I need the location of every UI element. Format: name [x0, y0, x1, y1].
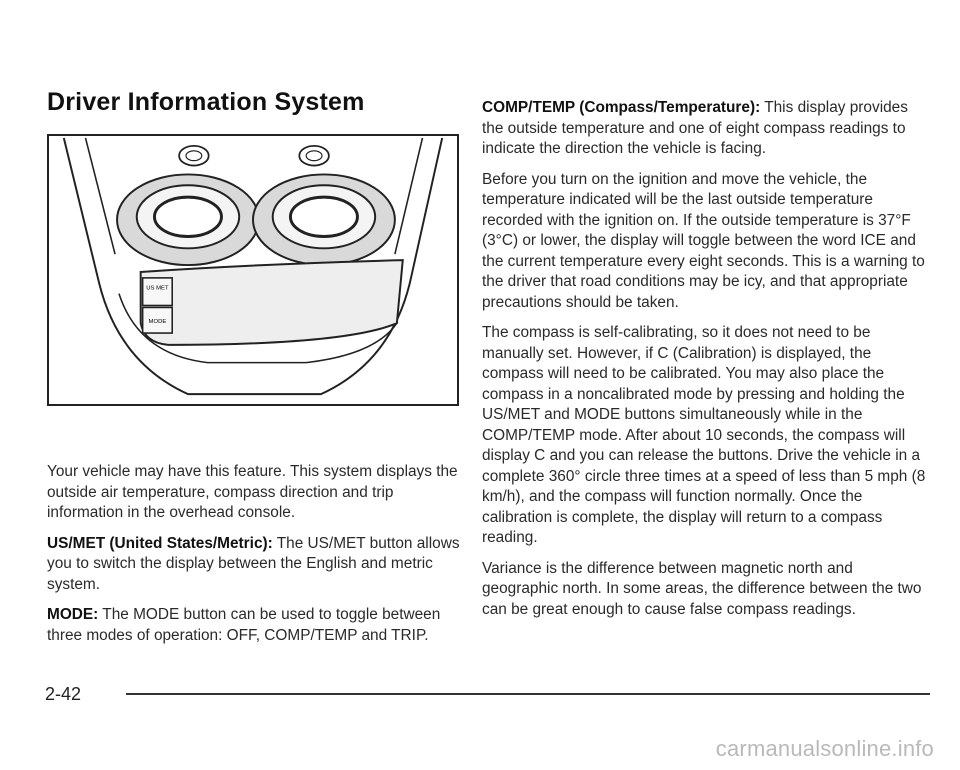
watermark-text: carmanualsonline.info [715, 736, 934, 761]
usmet-text: The US/MET button allows you to switch the display between the English and metric system. [47, 534, 460, 593]
display-panel [141, 260, 403, 345]
right-dome-lamp-icon [299, 146, 329, 166]
mode-button-label: MODE [148, 319, 167, 326]
usmet-heading: US/MET (United States/Metric): [47, 534, 273, 552]
intro-paragraph: Your vehicle may have this feature. This system displays the outside air temperature, compass direction and trip information in the overhead console. [47, 463, 458, 521]
left-column-body [47, 462, 467, 656]
overhead-console-illustration [47, 134, 459, 406]
console-edge-left [86, 138, 116, 254]
ignition-paragraph: Before you turn on the ignition and move the vehicle, the temperature indicated will be the last outside temperature recorded with the ignition on. If the outside temperature is 37°F (3°C) or lower, the display will toggle between the word ICE and the current temperature every eight seconds. This is a warning to the driver that road conditions may be icy, and that appropriate precautions should be taken. [482, 170, 925, 311]
section-title: Driver Information System [47, 88, 365, 116]
right-reading-lamp-icon [253, 174, 395, 265]
mode-paragraph [47, 605, 467, 646]
left-dome-lamp-icon [179, 146, 209, 166]
left-reading-lamp-icon [117, 174, 259, 265]
mode-text: The MODE button can be used to toggle between three modes of operation: OFF, COMP/TEMP and TRIP. [47, 606, 441, 644]
right-column-body [482, 98, 930, 630]
comptemp-heading: COMP/TEMP (Compass/Temperature): [482, 99, 761, 116]
console-drawing [49, 136, 457, 404]
page-number: 2-42 [45, 684, 82, 704]
comptemp-text: This display provides the outside temperature and one of eight compass readings to indicate the direction the vehicle is facing. [482, 99, 908, 157]
footer-rule [126, 693, 930, 695]
usmet-paragraph [47, 534, 467, 596]
console-edge-right [395, 138, 423, 254]
left-column-header [47, 88, 467, 117]
variance-paragraph: Variance is the difference between magnetic north and geographic north. In some areas, the difference between the two can be great enough to cause false compass readings. [482, 559, 922, 618]
us-met-button-label: US MET [146, 285, 169, 292]
comptemp-paragraph [482, 98, 930, 160]
calibration-paragraph: The compass is self-calibrating, so it does not need to be manually set. However, if C (Calibration) is displayed, the compass will need to be calibrated. You may also place the compass in a noncalibrated mode by pressing and holding the US/MET and MODE buttons simultaneously while in the COMP/TEMP mode. After about 10 seconds, the compass will display C and you can release the buttons. Drive the vehicle in a complete 360° circle three times at a speed of less than 5 mph (8 km/h), and the compass will function normally. Once the calibration is complete, the display will return to a compass reading. [482, 324, 926, 546]
mode-heading: MODE: [47, 606, 99, 623]
